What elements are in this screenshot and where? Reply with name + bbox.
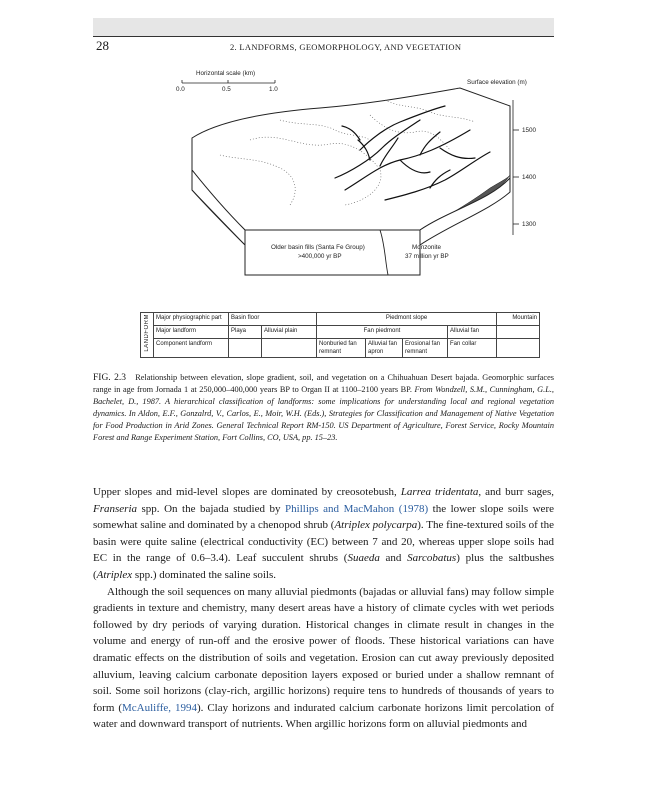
text-run: the lower slope soils were somewhat saline and dominated by a chenopod shrub ( [93, 502, 554, 532]
paragraph [93, 484, 554, 584]
caption-text: Relationship between elevation, slope gradient, soil, and vegetation on a Chihuahuan Desert bajada. Geomorphic surfaces range in age from Jornada 1 at 250,000–400,000 years BP to Organ II at 1100–2100 years BP. [93, 373, 554, 394]
species-name: Atriplex [96, 568, 133, 581]
landform-side-label: LANDFORM [144, 314, 150, 352]
table-cell [497, 339, 540, 358]
table-cell: Alluvial plain [262, 326, 317, 339]
table-cell: Alluvial fan [448, 326, 497, 339]
monzonite-age: 37 million yr BP [405, 253, 449, 260]
table-cell: Erosional fan remnant [403, 339, 448, 358]
monzonite-label: Monzonite [412, 244, 442, 251]
text-run: Upper slopes and mid-level slopes are dominated by creosotebush, [93, 486, 401, 498]
species-name: Franseria [93, 502, 137, 515]
figure-caption [93, 372, 554, 444]
figure-number: FIG. 2.3 [93, 373, 126, 383]
table-row [141, 339, 540, 358]
elevation-label-1400: 1400 [522, 174, 537, 181]
table-cell [262, 339, 317, 358]
table-row [141, 313, 540, 326]
table-cell: Major physiographic part [154, 313, 229, 326]
table-cell: Component landform [154, 339, 229, 358]
species-name: Atriplex polycarpa [334, 519, 418, 532]
table-cell: Basin floor [229, 313, 317, 326]
table-cell: Piedmont slope [317, 313, 497, 326]
table-cell [497, 326, 540, 339]
table-cell: Alluvial fan apron [366, 339, 403, 358]
text-run: spp.) dominated the saline soils. [132, 568, 277, 581]
landform-classification-table [140, 312, 540, 358]
table-cell: Mountain [497, 313, 540, 326]
text-run: , and burr sages, [478, 486, 555, 498]
table-cell [229, 339, 262, 358]
species-name: Sarcobatus [407, 552, 457, 565]
text-run: Although the soil sequences on many alluvial piedmonts (bajadas or alluvial fans) may follow simple gradients in texture and chemistry, many desert areas have a history of climate cycles with wet periods followed by dry periods of varying duration. Historical changes in climate result in changes in the volume and energy of run-off and the erosive power of floods. These historical variations can have dramatic effects on the distribution of soils and vegetation. Erosion can cut away previously deposited alluvium, leaving calcium carbonate deposition layers exposed or buried under a shallow remnant of soil. Some soil horizons (clay-rich, argillic horizons) require tens to hundreds of thousands of years to form ( [93, 585, 554, 714]
scale-tick-label-0: 0.0 [176, 86, 185, 93]
text-run: ) plus the saltbushes ( [93, 552, 554, 581]
text-run: ). Clay horizons and indurated calcium carbonate horizons limit percolation of water and downward transport of nutrients. When argillic horizons form on alluvial piedmonts and [93, 701, 554, 731]
caption-citation: From Wondzell, S.M., Cunningham, G.L., Bachelet, D., 1987. A hierarchical classification of landforms: some implications for understanding local and regional vegetation dynamics. In Aldon, E.F., Gonzalrd, V., Carlos, E., Moir, W.H. (Eds.), Strategies for Classification and Management of Native Vegetation for Food Production in Arid Zones. General Technical Report RM-150. US Department of Agriculture, Forest Service, Rocky Mountain Forest and Range Experiment Station, Fort Collins, CO, USA, pp. 15–23. [93, 385, 554, 442]
scale-tick-label-1: 0.5 [222, 86, 231, 93]
table-cell: Fan piedmont [317, 326, 448, 339]
older-basin-age: >400,000 yr BP [298, 253, 342, 260]
paragraph [93, 584, 554, 733]
text-run: spp. On the bajada studied by [137, 502, 286, 515]
species-name: Larrea tridentata [400, 486, 479, 498]
scale-tick-label-2: 1.0 [269, 86, 278, 93]
surface-elevation-label: Surface elevation (m) [467, 79, 527, 86]
running-head: 2. LANDFORMS, GEOMORPHOLOGY, AND VEGETATION [230, 42, 462, 52]
horizontal-scale-label: Horizontal scale (km) [196, 70, 256, 77]
table-cell: Major landform [154, 326, 229, 339]
landform-side-cell [141, 313, 154, 358]
table-cell: Playa [229, 326, 262, 339]
table-cell: Nonburied fan remnant [317, 339, 366, 358]
header-band [93, 18, 554, 36]
table-cell: Fan collar [448, 339, 497, 358]
header-rule [93, 36, 554, 37]
page-number: 28 [96, 38, 109, 53]
elevation-label-1500: 1500 [522, 127, 537, 134]
text-run: ). The fine-textured soils of the basin were quite saline (electrical conductivity (EC) between 7 and 20, whereas upper slope soils had EC in the range of 0.6–3.4). Leaf succulent shrubs ( [93, 519, 554, 565]
species-name: Suaeda [347, 552, 380, 565]
body-text [93, 484, 554, 733]
text-run: and [379, 552, 408, 565]
citation-link-mcauliffe[interactable]: McAuliffe, 1994 [122, 701, 197, 714]
older-basin-label: Older basin fills (Santa Fe Group) [271, 244, 365, 251]
elevation-label-1300: 1300 [522, 221, 537, 228]
citation-link-phillips-macmahon[interactable]: Phillips and MacMahon (1978) [285, 502, 429, 515]
table-row [141, 326, 540, 339]
